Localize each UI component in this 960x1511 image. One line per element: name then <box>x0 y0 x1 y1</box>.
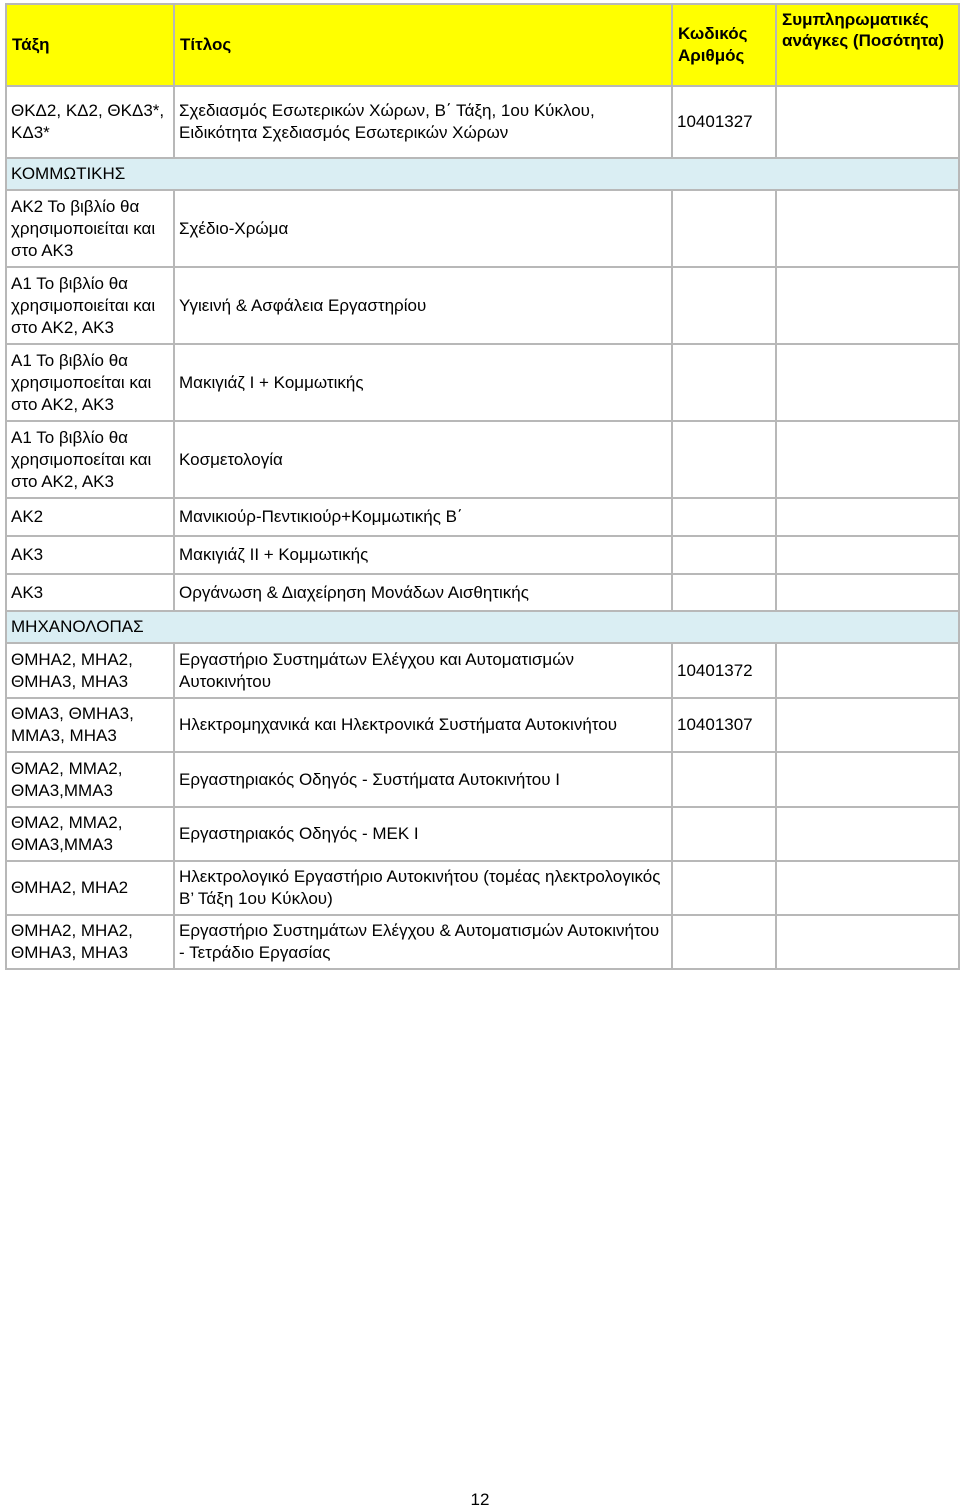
code-cell <box>672 536 776 574</box>
header-code: Κωδικός Αριθμός <box>672 4 776 86</box>
class-cell: ΘΜΑ3, ΘΜΗΑ3, ΜΜΑ3, ΜΗΑ3 <box>6 698 174 752</box>
code-cell: 10401307 <box>672 698 776 752</box>
title-cell: Μακιγιάζ Ι + Κομμωτικής <box>174 344 672 421</box>
books-table <box>5 3 960 970</box>
title-cell: Σχέδιο-Χρώμα <box>174 190 672 267</box>
code-cell <box>672 915 776 969</box>
needs-cell <box>776 752 959 807</box>
needs-cell <box>776 574 959 611</box>
code-cell <box>672 807 776 861</box>
code-cell <box>672 190 776 267</box>
code-cell: 10401327 <box>672 86 776 158</box>
code-cell <box>672 498 776 536</box>
header-title: Τίτλος <box>174 4 672 86</box>
class-cell: ΑΚ3 <box>6 574 174 611</box>
needs-cell <box>776 536 959 574</box>
code-cell: 10401372 <box>672 643 776 698</box>
class-cell: ΘΜΑ2, ΜΜΑ2, ΘΜΑ3,ΜΜΑ3 <box>6 752 174 807</box>
page-number: 12 <box>470 1490 490 1509</box>
needs-cell <box>776 190 959 267</box>
table-row <box>6 536 959 574</box>
class-cell: ΘΚΔ2, ΚΔ2, ΘΚΔ3*, ΚΔ3* <box>6 86 174 158</box>
table-row <box>6 421 959 498</box>
needs-cell <box>776 421 959 498</box>
table-row <box>6 344 959 421</box>
code-cell <box>672 344 776 421</box>
needs-cell <box>776 915 959 969</box>
needs-cell <box>776 807 959 861</box>
title-cell: Μανικιούρ-Πεντικιούρ+Κομμωτικής Β΄ <box>174 498 672 536</box>
title-cell: Ηλεκτρομηχανικά και Ηλεκτρονικά Συστήματα Αυτοκινήτου <box>174 698 672 752</box>
table-row <box>6 861 959 915</box>
class-cell: ΑΚ2 <box>6 498 174 536</box>
table-row <box>6 915 959 969</box>
title-cell: Εργαστηριακός Οδηγός - ΜΕΚ Ι <box>174 807 672 861</box>
class-cell: ΘΜΗΑ2, ΜΗΑ2, ΘΜΗΑ3, ΜΗΑ3 <box>6 643 174 698</box>
needs-cell <box>776 267 959 344</box>
class-cell: Α1 Το βιβλίο θα χρησιμοποείται και στο ΑΚ2, ΑΚ3 <box>6 421 174 498</box>
table-row <box>6 752 959 807</box>
needs-cell <box>776 86 959 158</box>
table-row <box>6 574 959 611</box>
needs-cell <box>776 498 959 536</box>
code-cell <box>672 861 776 915</box>
table-row <box>6 190 959 267</box>
table-row <box>6 267 959 344</box>
table-row <box>6 807 959 861</box>
code-cell <box>672 752 776 807</box>
title-cell: Σχεδιασμός Εσωτερικών Χώρων, Β΄ Τάξη, 1ου Κύκλου, Ειδικότητα Σχεδιασμός Εσωτερικών Χώρων <box>174 86 672 158</box>
table-row <box>6 86 959 158</box>
needs-cell <box>776 643 959 698</box>
needs-cell <box>776 861 959 915</box>
class-cell: ΘΜΗΑ2, ΜΗΑ2 <box>6 861 174 915</box>
code-cell <box>672 421 776 498</box>
table-row <box>6 698 959 752</box>
needs-cell <box>776 698 959 752</box>
header-class: Τάξη <box>6 4 174 86</box>
code-cell <box>672 574 776 611</box>
table-row <box>6 643 959 698</box>
header-needs: Συμπληρωματικές ανάγκες (Ποσότητα) <box>776 4 959 86</box>
needs-cell <box>776 344 959 421</box>
section-label: ΜΗΧΑΝΟΛΟΠΑΣ <box>6 611 959 643</box>
class-cell: ΘΜΗΑ2, ΜΗΑ2, ΘΜΗΑ3, ΜΗΑ3 <box>6 915 174 969</box>
title-cell: Εργαστήριο Συστημάτων Ελέγχου & Αυτοματισμών Αυτοκινήτου - Τετράδιο Εργασίας <box>174 915 672 969</box>
class-cell: ΘΜΑ2, ΜΜΑ2, ΘΜΑ3,ΜΜΑ3 <box>6 807 174 861</box>
title-cell: Ηλεκτρολογικό Εργαστήριο Αυτοκινήτου (τομέας ηλεκτρολογικός Β’ Τάξη 1ου Κύκλου) <box>174 861 672 915</box>
section-row-kommotikis <box>6 158 959 190</box>
title-cell: Οργάνωση & Διαχείρηση Μονάδων Αισθητικής <box>174 574 672 611</box>
title-cell: Μακιγιάζ ΙΙ + Κομμωτικής <box>174 536 672 574</box>
class-cell: Α1 Το βιβλίο θα χρησιμοποιείται και στο ΑΚ2, ΑΚ3 <box>6 267 174 344</box>
class-cell: Α1 Το βιβλίο θα χρησιμοποείται και στο ΑΚ2, ΑΚ3 <box>6 344 174 421</box>
header-row <box>6 4 959 86</box>
class-cell: ΑΚ2 Το βιβλίο θα χρησιμοποιείται και στο ΑΚ3 <box>6 190 174 267</box>
section-label: ΚΟΜΜΩΤΙΚΗΣ <box>6 158 959 190</box>
code-cell <box>672 267 776 344</box>
section-row-michanolopas <box>6 611 959 643</box>
title-cell: Εργαστηριακός Οδηγός - Συστήματα Αυτοκινήτου Ι <box>174 752 672 807</box>
title-cell: Κοσμετολογία <box>174 421 672 498</box>
title-cell: Εργαστήριο Συστημάτων Ελέγχου και Αυτοματισμών Αυτοκινήτου <box>174 643 672 698</box>
title-cell: Υγιεινή & Ασφάλεια Εργαστηρίου <box>174 267 672 344</box>
class-cell: ΑΚ3 <box>6 536 174 574</box>
table-row <box>6 498 959 536</box>
